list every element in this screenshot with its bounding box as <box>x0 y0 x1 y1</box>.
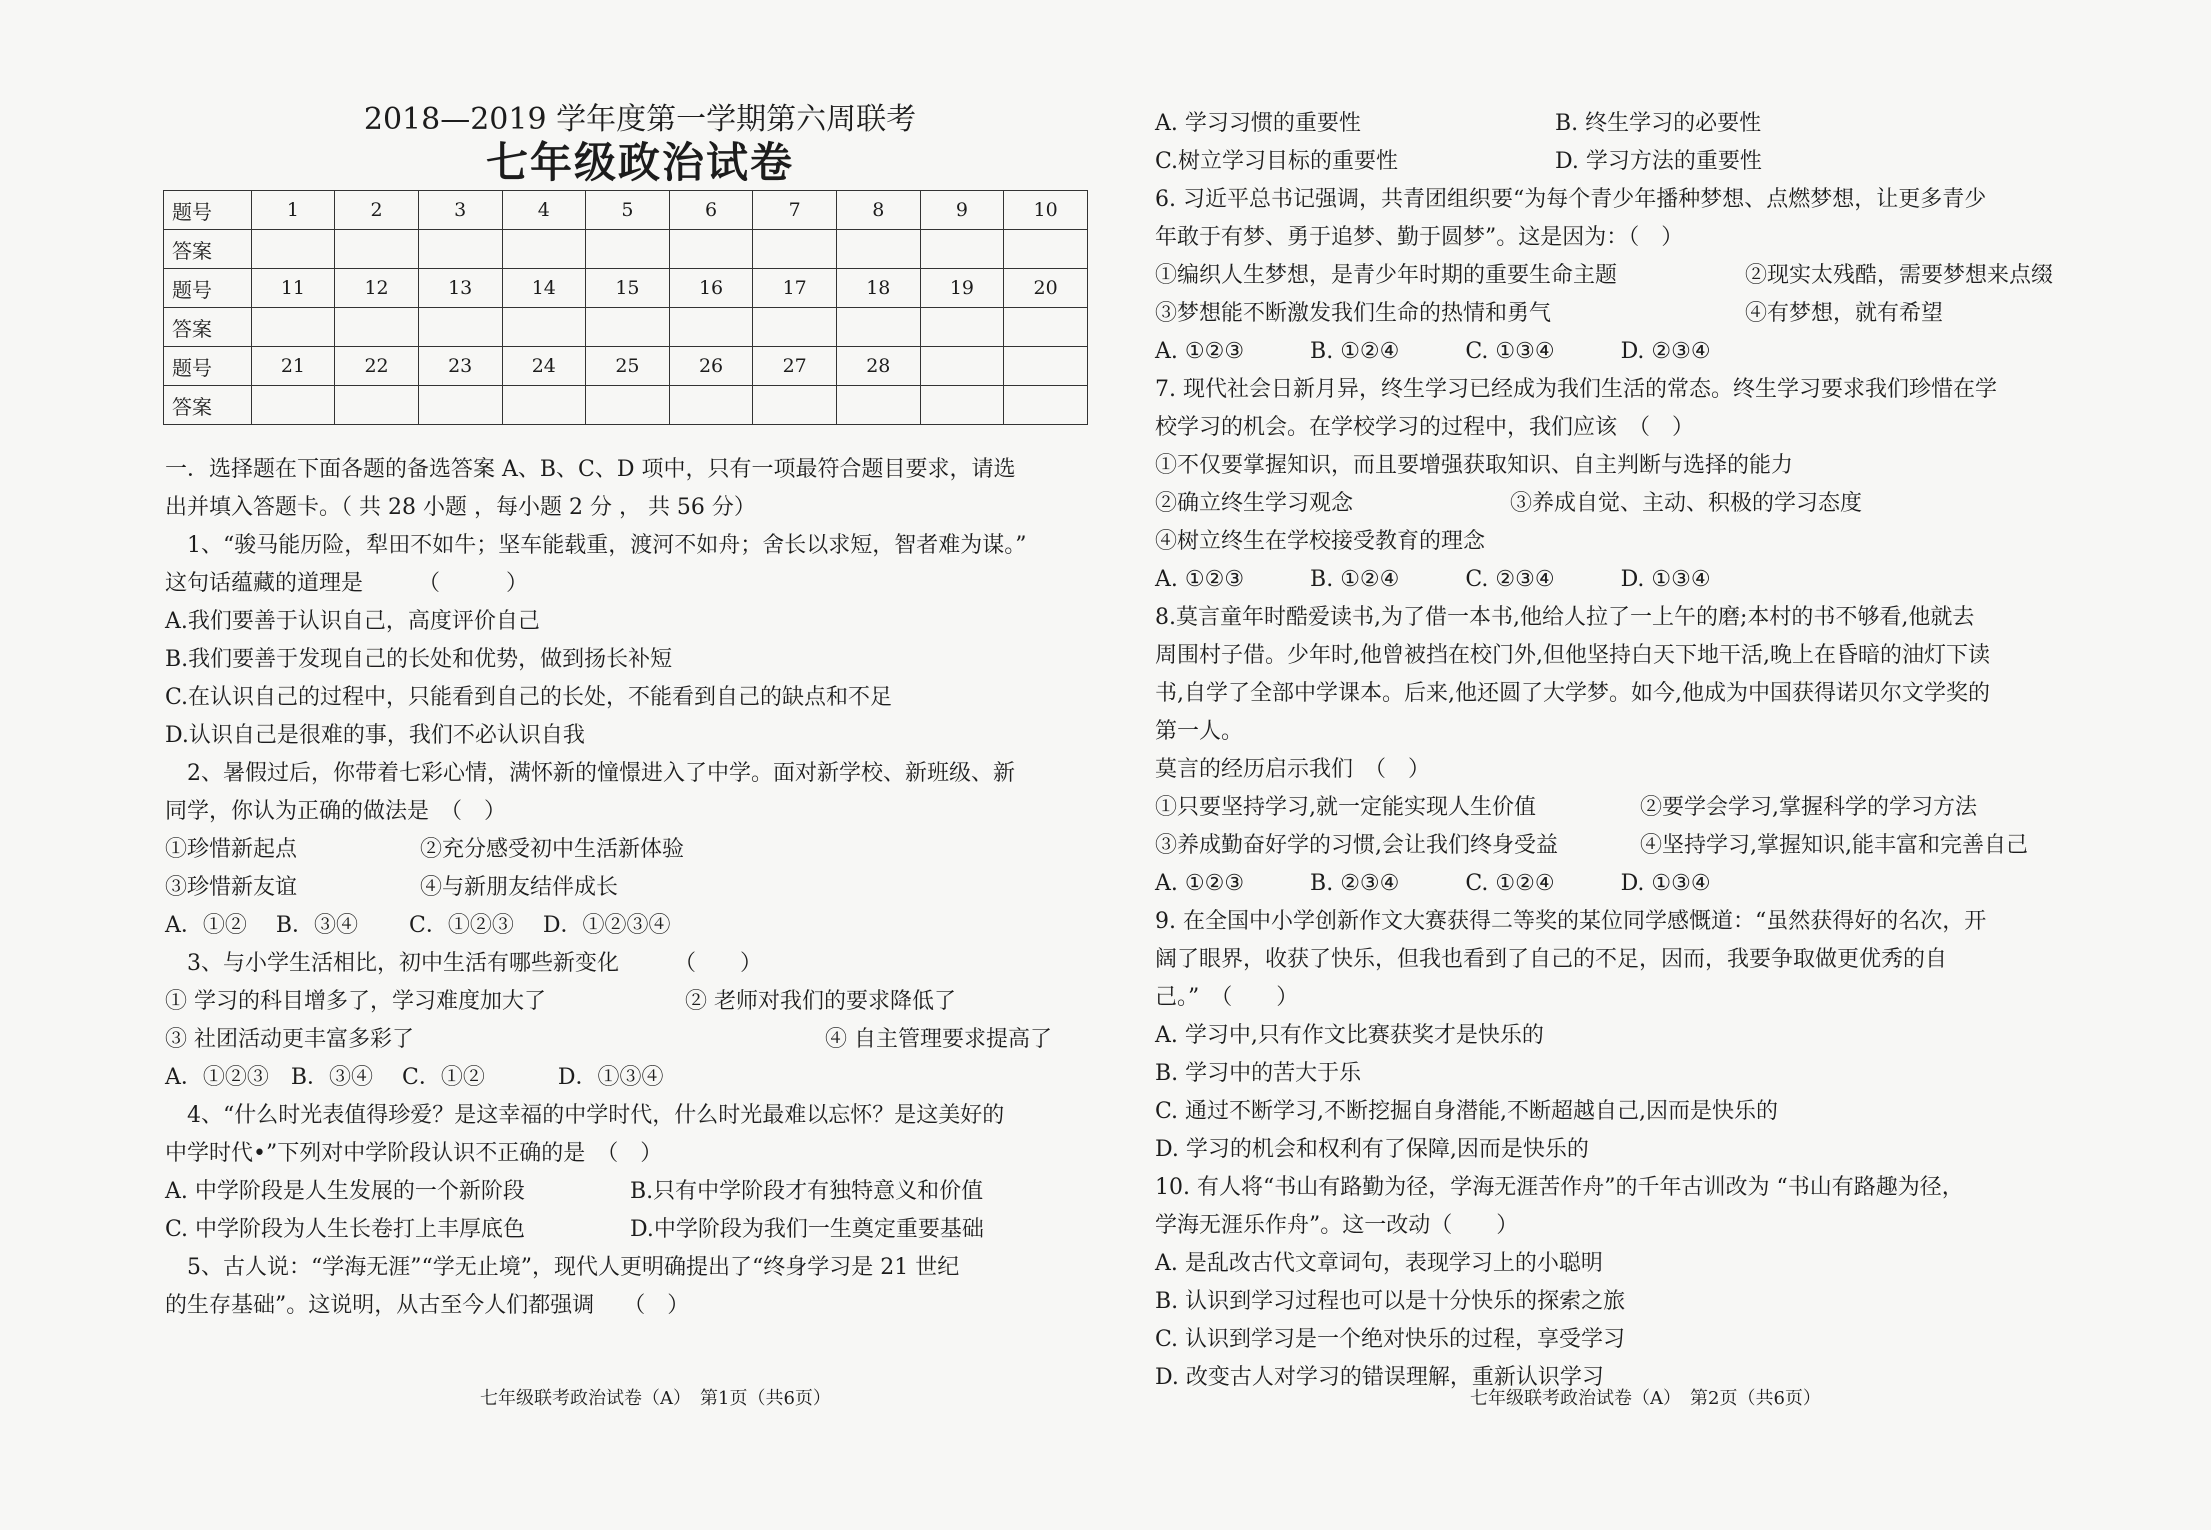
grid-cell <box>335 230 419 269</box>
statement-1: ①珍惜新起点 <box>165 837 298 862</box>
option-a: A. 中学阶段是人生发展的一个新阶段 <box>165 1179 525 1204</box>
statement-4: ④坚持学习,掌握知识,能丰富和完善自己 <box>1640 833 2028 858</box>
question-stem: 5、古人说：“学海无涯”“学无止境”，现代人更明确提出了“终身学习是 21 世纪 <box>187 1255 960 1280</box>
grid-cell: 16 <box>669 269 753 308</box>
grid-cell <box>920 230 1004 269</box>
grid-cell: 23 <box>418 347 502 386</box>
grid-cell: 15 <box>586 269 670 308</box>
statement-2: ② 老师对我们的要求降低了 <box>685 989 956 1014</box>
question-5 <box>165 1249 1115 1325</box>
answer-options: A. ①②③ B. ①②④ C. ②③④ D. ①③④ <box>1155 567 1711 592</box>
question-stem: 的生存基础”。这说明，从古至今人们都强调 （ ） <box>165 1293 690 1318</box>
option-d: D. 学习方法的重要性 <box>1555 149 1762 174</box>
question-9 <box>1155 903 2115 1169</box>
question-10 <box>1155 1169 2115 1397</box>
question-stem: 己。” （ ） <box>1155 985 1299 1010</box>
grid-row <box>164 191 1088 230</box>
statement-2: ②现实太残酷，需要梦想来点缀 <box>1745 263 2054 288</box>
grid-cell: 13 <box>418 269 502 308</box>
grid-cell <box>418 386 502 425</box>
grid-cell <box>418 308 502 347</box>
question-stem: 莫言的经历启示我们 （ ） <box>1155 757 1431 782</box>
question-stem: 年敢于有梦、勇于追梦、勤于圆梦”。这是因为：（ ） <box>1155 225 1684 250</box>
grid-cell <box>418 230 502 269</box>
grid-cell <box>335 386 419 425</box>
grid-cell: 24 <box>502 347 586 386</box>
grid-row-label: 题号 <box>164 191 252 230</box>
grid-row <box>164 269 1088 308</box>
question-7 <box>1155 371 2115 599</box>
grid-cell <box>669 230 753 269</box>
option-c: C. 通过不断学习,不断挖掘自身潜能,不断超越自己,因而是快乐的 <box>1155 1099 1779 1124</box>
answer-options: A. ①②③ B. ②③④ C. ①②④ D. ①③④ <box>1155 871 1711 896</box>
question-stem: 2、暑假过后，你带着七彩心情，满怀新的憧憬进入了中学。面对新学校、新班级、新 <box>187 761 1015 786</box>
grid-row-label: 题号 <box>164 269 252 308</box>
grid-cell: 6 <box>669 191 753 230</box>
grid-cell <box>1004 347 1088 386</box>
page-footer-right: 七年级联考政治试卷（A） 第2页（共6页） <box>1470 1388 1821 1409</box>
grid-cell: 27 <box>753 347 837 386</box>
statement-3: ③ 社团活动更丰富多彩了 <box>165 1027 414 1052</box>
left-column <box>165 100 1115 1325</box>
section-line: 出并填入答题卡。（ 共 28 小题 ，每小题 2 分 ， 共 56 分） <box>165 495 756 520</box>
grid-cell <box>753 386 837 425</box>
option-b: B.只有中学阶段才有独特意义和价值 <box>630 1179 984 1204</box>
question-4 <box>165 1097 1115 1249</box>
question-stem: 4、“什么时光表值得珍爱？是这幸福的中学时代，什么时光最难以忘怀？是这美好的 <box>187 1103 1005 1128</box>
option-a: A. 学习习惯的重要性 <box>1155 111 1361 136</box>
grid-cell <box>1004 230 1088 269</box>
grid-cell <box>669 386 753 425</box>
question-2 <box>165 755 1115 945</box>
statement-3: ③梦想能不断激发我们生命的热情和勇气 <box>1155 301 1552 326</box>
grid-cell <box>1004 386 1088 425</box>
question-5-options <box>1155 105 2115 181</box>
question-stem: 同学，你认为正确的做法是 （ ） <box>165 799 507 824</box>
option-b: B.我们要善于发现自己的长处和优势，做到扬长补短 <box>165 647 673 672</box>
grid-row-label: 答案 <box>164 308 252 347</box>
statement-2: ②确立终生学习观念 <box>1155 491 1354 516</box>
grid-cell <box>586 386 670 425</box>
grid-cell <box>251 230 335 269</box>
option-d: D.认识自己是很难的事，我们不必认识自我 <box>165 723 585 748</box>
question-stem: 阔了眼界，收获了快乐，但我也看到了自己的不足，因而，我要争取做更优秀的自 <box>1155 947 1948 972</box>
statement-1: ①不仅要掌握知识，而且要增强获取知识、自主判断与选择的能力 <box>1155 453 1794 478</box>
grid-cell: 20 <box>1004 269 1088 308</box>
page-footer-left: 七年级联考政治试卷（A） 第1页（共6页） <box>480 1388 831 1409</box>
question-3 <box>165 945 1115 1097</box>
grid-cell: 25 <box>586 347 670 386</box>
grid-cell <box>502 386 586 425</box>
grid-cell <box>837 386 921 425</box>
grid-cell: 14 <box>502 269 586 308</box>
grid-cell <box>753 230 837 269</box>
question-stem: 学海无涯乐作舟”。这一改动（ ） <box>1155 1213 1519 1238</box>
statement-3: ③养成自觉、主动、积极的学习态度 <box>1510 491 1863 516</box>
grid-cell <box>1004 308 1088 347</box>
grid-cell: 12 <box>335 269 419 308</box>
statement-4: ④与新朋友结伴成长 <box>420 875 619 900</box>
grid-cell: 11 <box>251 269 335 308</box>
option-b: B. 终生学习的必要性 <box>1555 111 1762 136</box>
statement-2: ②要学会学习,掌握科学的学习方法 <box>1640 795 1977 820</box>
question-stem: 10. 有人将“书山有路勤为径，学海无涯苦作舟”的千年古训改为 “书山有路趣为径， <box>1155 1175 1964 1200</box>
option-a: A. 是乱改古代文章词句，表现学习上的小聪明 <box>1155 1251 1603 1276</box>
section-line: 一．选择题在下面各题的备选答案 A、B、C、D 项中，只有一项最符合题目要求，请选 <box>165 457 1016 482</box>
statement-4: ④树立终生在学校接受教育的理念 <box>1155 529 1486 554</box>
question-6 <box>1155 181 2115 371</box>
option-c: C.树立学习目标的重要性 <box>1155 149 1399 174</box>
option-d: D.中学阶段为我们一生奠定重要基础 <box>630 1217 984 1242</box>
statement-3: ③养成勤奋好学的习惯,会让我们终身受益 <box>1155 833 1558 858</box>
right-column <box>1155 105 2115 1397</box>
question-stem: 这句话蕴藏的道理是 （ ） <box>165 571 529 596</box>
grid-cell: 9 <box>920 191 1004 230</box>
grid-cell <box>586 230 670 269</box>
statement-1: ①编织人生梦想，是青少年时期的重要生命主题 <box>1155 263 1618 288</box>
question-stem: 中学时代•”下列对中学阶段认识不正确的是 （ ） <box>165 1141 663 1166</box>
question-stem: 3、与小学生活相比，初中生活有哪些新变化 （ ） <box>187 951 762 976</box>
question-1 <box>165 527 1115 755</box>
exam-title-line2: 七年级政治试卷 <box>485 138 794 187</box>
grid-cell <box>920 308 1004 347</box>
grid-row <box>164 230 1088 269</box>
grid-cell <box>251 386 335 425</box>
grid-cell: 3 <box>418 191 502 230</box>
option-d: D. 学习的机会和权利有了保障,因而是快乐的 <box>1155 1137 1589 1162</box>
grid-cell <box>920 347 1004 386</box>
question-stem: 9. 在全国中小学创新作文大赛获得二等奖的某位同学感慨道：“虽然获得好的名次，开 <box>1155 909 1987 934</box>
grid-cell: 22 <box>335 347 419 386</box>
answer-options: A. ①②③ B. ①②④ C. ①③④ D. ②③④ <box>1155 339 1711 364</box>
grid-cell <box>586 308 670 347</box>
grid-row <box>164 386 1088 425</box>
grid-row-label: 答案 <box>164 386 252 425</box>
option-a: A. 学习中,只有作文比赛获奖才是快乐的 <box>1155 1023 1544 1048</box>
statement-2: ②充分感受初中生活新体验 <box>420 837 685 862</box>
question-stem: 1、“骏马能历险，犁田不如牛；坚车能载重，渡河不如舟；舍长以求短，智者难为谋。” <box>187 533 1027 558</box>
grid-cell: 7 <box>753 191 837 230</box>
grid-row-label: 题号 <box>164 347 252 386</box>
question-8 <box>1155 599 2115 903</box>
statement-1: ① 学习的科目增多了，学习难度加大了 <box>165 989 546 1014</box>
grid-cell <box>669 308 753 347</box>
grid-row-label: 答案 <box>164 230 252 269</box>
grid-cell: 1 <box>251 191 335 230</box>
question-stem: 8.莫言童年时酷爱读书,为了借一本书,他给人拉了一上午的磨;本村的书不够看,他就去 <box>1155 605 1975 630</box>
option-c: C. 认识到学习是一个绝对快乐的过程，享受学习 <box>1155 1327 1626 1352</box>
grid-cell: 4 <box>502 191 586 230</box>
grid-cell <box>753 308 837 347</box>
grid-row <box>164 347 1088 386</box>
option-c: C. 中学阶段为人生长卷打上丰厚底色 <box>165 1217 526 1242</box>
grid-cell: 26 <box>669 347 753 386</box>
question-stem: 第一人。 <box>1155 719 1244 744</box>
grid-cell <box>920 386 1004 425</box>
section-instructions <box>165 451 1115 527</box>
grid-cell: 17 <box>753 269 837 308</box>
grid-cell <box>502 230 586 269</box>
grid-cell: 28 <box>837 347 921 386</box>
question-stem: 6. 习近平总书记强调，共青团组织要“为每个青少年播种梦想、点燃梦想，让更多青少 <box>1155 187 1987 212</box>
grid-cell: 18 <box>837 269 921 308</box>
answer-grid <box>163 190 1088 425</box>
grid-cell <box>335 308 419 347</box>
statement-4: ④有梦想，就有希望 <box>1745 301 1944 326</box>
grid-cell: 2 <box>335 191 419 230</box>
option-b: B. 认识到学习过程也可以是十分快乐的探索之旅 <box>1155 1289 1626 1314</box>
grid-cell <box>837 230 921 269</box>
grid-cell <box>251 308 335 347</box>
grid-cell <box>837 308 921 347</box>
statement-3: ③珍惜新友谊 <box>165 875 298 900</box>
grid-cell: 10 <box>1004 191 1088 230</box>
option-c: C.在认识自己的过程中，只能看到自己的长处，不能看到自己的缺点和不足 <box>165 685 893 710</box>
option-b: B. 学习中的苦大于乐 <box>1155 1061 1362 1086</box>
statement-4: ④ 自主管理要求提高了 <box>825 1027 1052 1052</box>
statement-1: ①只要坚持学习,就一定能实现人生价值 <box>1155 795 1536 820</box>
question-stem: 7. 现代社会日新月异，终生学习已经成为我们生活的常态。终生学习要求我们珍惜在学 <box>1155 377 1997 402</box>
option-d: D. 改变古人对学习的错误理解，重新认识学习 <box>1155 1365 1604 1390</box>
answer-options: A．①② B．③④ C．①②③ D．①②③④ <box>165 913 671 938</box>
grid-cell <box>502 308 586 347</box>
question-stem: 书,自学了全部中学课本。后来,他还圆了大学梦。如今,他成为中国获得诺贝尔文学奖的 <box>1155 681 1990 706</box>
grid-cell: 21 <box>251 347 335 386</box>
question-stem: 周围村子借。少年时,他曾被挡在校门外,但他坚持白天下地干活,晚上在昏暗的油灯下读 <box>1155 643 1990 668</box>
answer-options: A．①②③ B．③④ C．①② D．①③④ <box>165 1065 664 1090</box>
grid-cell: 8 <box>837 191 921 230</box>
grid-cell: 5 <box>586 191 670 230</box>
grid-cell: 19 <box>920 269 1004 308</box>
exam-title-line1: 2018—2019 学年度第一学期第六周联考 <box>363 102 917 137</box>
option-a: A.我们要善于认识自己，高度评价自己 <box>165 609 540 634</box>
grid-row <box>164 308 1088 347</box>
question-stem: 校学习的机会。在学校学习的过程中，我们应该 （ ） <box>1155 415 1695 440</box>
